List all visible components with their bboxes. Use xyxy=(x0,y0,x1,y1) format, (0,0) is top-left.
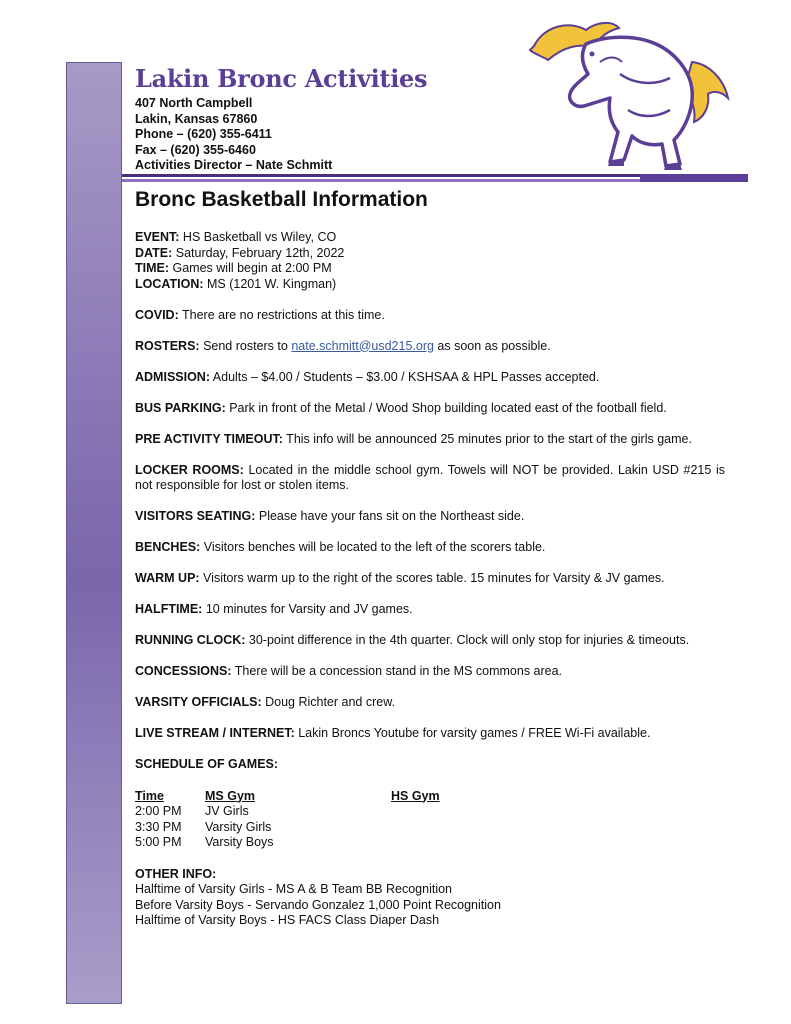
schedule-header-hs-gym: HS Gym xyxy=(391,788,440,803)
schedule-header-time: Time xyxy=(135,788,164,803)
list-item: Before Varsity Boys - Servando Gonzalez 1,000 Point Recognition xyxy=(135,897,501,912)
address-fax: Fax – (620) 355-6460 xyxy=(135,142,256,157)
live-stream-info: LIVE STREAM / INTERNET: Lakin Broncs Youtube for varsity games / FREE Wi-Fi available. xyxy=(135,726,651,740)
header-rule-accent xyxy=(640,174,748,182)
document-body xyxy=(135,230,725,929)
bronco-logo xyxy=(524,14,734,172)
bus-parking-info: BUS PARKING: Park in front of the Metal / Wood Shop building located east of the football field. xyxy=(135,400,667,415)
list-item: Halftime of Varsity Boys - HS FACS Class Diaper Dash xyxy=(135,913,440,927)
other-info xyxy=(135,867,725,929)
table-row: 3:30 PM Varsity Girls xyxy=(135,819,272,834)
address-block xyxy=(135,96,332,174)
roster-email-link[interactable]: nate.schmitt@usd215.org xyxy=(291,338,434,353)
admission-info: ADMISSION: Adults – $4.00 / Students – $3.00 / KSHSAA & HPL Passes accepted. xyxy=(135,369,600,384)
schedule-header-ms-gym: MS Gym xyxy=(205,788,256,803)
address-director: Activities Director – Nate Schmitt xyxy=(135,158,333,172)
rosters-info: ROSTERS: Send rosters to nate.schmitt@usd215.org as soon as possible. xyxy=(135,338,551,353)
running-clock-info: RUNNING CLOCK: 30-point difference in the 4th quarter. Clock will only stop for injuries & timeouts. xyxy=(135,633,690,647)
other-info-title: OTHER INFO: xyxy=(135,866,217,881)
schedule-table xyxy=(135,789,440,851)
event-line: EVENT: HS Basketball vs Wiley, CO xyxy=(135,230,337,244)
document-heading: Bronc Basketball Information xyxy=(135,188,428,211)
benches-info: BENCHES: Visitors benches will be located to the left of the scorers table. xyxy=(135,540,546,554)
date-line: DATE: Saturday, February 12th, 2022 xyxy=(135,245,345,260)
address-street: 407 North Campbell xyxy=(135,96,253,110)
location-line: LOCATION: MS (1201 W. Kingman) xyxy=(135,276,337,291)
address-city: Lakin, Kansas 67860 xyxy=(135,111,258,126)
covid-info: COVID: There are no restrictions at this time. xyxy=(135,307,385,322)
org-title: Lakin Bronc Activities xyxy=(135,64,428,93)
officials-info: VARSITY OFFICIALS: Doug Richter and crew. xyxy=(135,695,396,709)
table-row: 2:00 PM JV Girls xyxy=(135,804,249,818)
address-phone: Phone – (620) 355-6411 xyxy=(135,127,272,141)
schedule-title: SCHEDULE OF GAMES: xyxy=(135,757,279,771)
table-row: 5:00 PM Varsity Boys xyxy=(135,835,274,849)
halftime-info: HALFTIME: 10 minutes for Varsity and JV games. xyxy=(135,602,413,616)
sidebar-bar xyxy=(66,62,122,1004)
concessions-info: CONCESSIONS: There will be a concession stand in the MS commons area. xyxy=(135,664,563,678)
visitors-seating-info: VISITORS SEATING: Please have your fans sit on the Northeast side. xyxy=(135,509,525,523)
time-line: TIME: Games will begin at 2:00 PM xyxy=(135,261,332,275)
timeout-info: PRE ACTIVITY TIMEOUT: This info will be announced 25 minutes prior to the start of the girls game. xyxy=(135,431,692,446)
warm-up-info: WARM UP: Visitors warm up to the right of the scores table. 15 minutes for Varsity & JV games. xyxy=(135,571,665,585)
list-item: Halftime of Varsity Girls - MS A & B Team BB Recognition xyxy=(135,882,453,896)
locker-rooms-info: LOCKER ROOMS: Located in the middle school gym. Towels will NOT be provided. Lakin USD #215 is not responsible for lost or stolen items. xyxy=(135,462,725,492)
event-details xyxy=(135,230,725,292)
schedule-header-row xyxy=(135,789,440,805)
